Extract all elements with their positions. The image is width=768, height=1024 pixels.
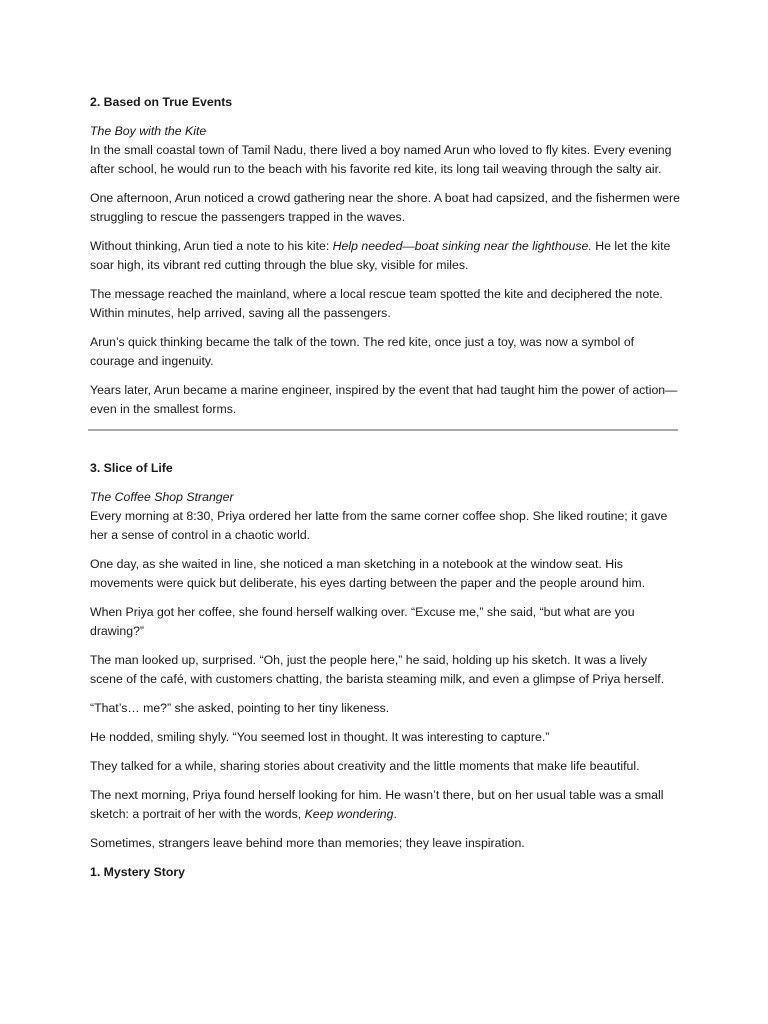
story-title-kite: The Boy with the Kite [90, 124, 207, 138]
paragraph: One day, as she waited in line, she noticed a man sketching in a notebook at the window seat. His movements were quick but deliberate, his eyes darting between the paper and the people around him. [90, 557, 646, 590]
italic-note: Help needed—boat sinking near the lighthouse. [332, 239, 592, 253]
paragraph: Sometimes, strangers leave behind more than memories; they leave inspiration. [90, 836, 525, 850]
document-body [90, 93, 680, 892]
story-title-coffee-shop: The Coffee Shop Stranger [90, 490, 234, 504]
paragraph: In the small coastal town of Tamil Nadu, there lived a boy named Arun who loved to fly kites. Every evening after school, he would run to the beach with his favorite red kite, its long tail weaving through the salty air. [90, 143, 672, 176]
section-heading-mystery: 1. Mystery Story [90, 865, 186, 879]
paragraph: When Priya got her coffee, she found herself walking over. “Excuse me,” she said, “but what are you drawing?” [90, 605, 635, 638]
paragraph: He nodded, smiling shyly. “You seemed lost in thought. It was interesting to capture.” [90, 730, 550, 744]
paragraph: Without thinking, Arun tied a note to his kite: Help needed—boat sinking near the lighthouse. He let the kite soar high, its vibrant red cutting through the blue sky, visible for miles. [90, 239, 671, 272]
paragraph: The next morning, Priya found herself looking for him. He wasn’t there, but on her usual table was a small sketch: a portrait of her with the words, Keep wondering. [90, 788, 664, 821]
section-heading-slice-of-life: 3. Slice of Life [90, 461, 173, 475]
paragraph: Years later, Arun became a marine engineer, inspired by the event that had taught him the power of action—even in the smallest forms. [90, 383, 678, 416]
paragraph: The message reached the mainland, where a local rescue team spotted the kite and deciphered the note. Within minutes, help arrived, saving all the passengers. [90, 287, 663, 320]
paragraph: Arun’s quick thinking became the talk of the town. The red kite, once just a toy, was now a symbol of courage and ingenuity. [90, 335, 635, 368]
italic-phrase: Keep wondering [304, 807, 394, 821]
paragraph: One afternoon, Arun noticed a crowd gathering near the shore. A boat had capsized, and the fishermen were struggling to rescue the passengers trapped in the waves. [90, 191, 680, 224]
paragraph: The man looked up, surprised. “Oh, just the people here,” he said, holding up his sketch. It was a lively scene of the café, with customers chatting, the barista steaming milk, and even a glimpse of Priya herself. [90, 653, 665, 686]
paragraph: Every morning at 8:30, Priya ordered her latte from the same corner coffee shop. She liked routine; it gave her a sense of control in a chaotic world. [90, 509, 668, 542]
section-heading-true-events: 2. Based on True Events [90, 95, 233, 109]
paragraph: “That’s… me?” she asked, pointing to her tiny likeness. [90, 701, 390, 715]
paragraph: They talked for a while, sharing stories about creativity and the little moments that make life beautiful. [90, 759, 640, 773]
horizontal-divider [88, 429, 678, 431]
